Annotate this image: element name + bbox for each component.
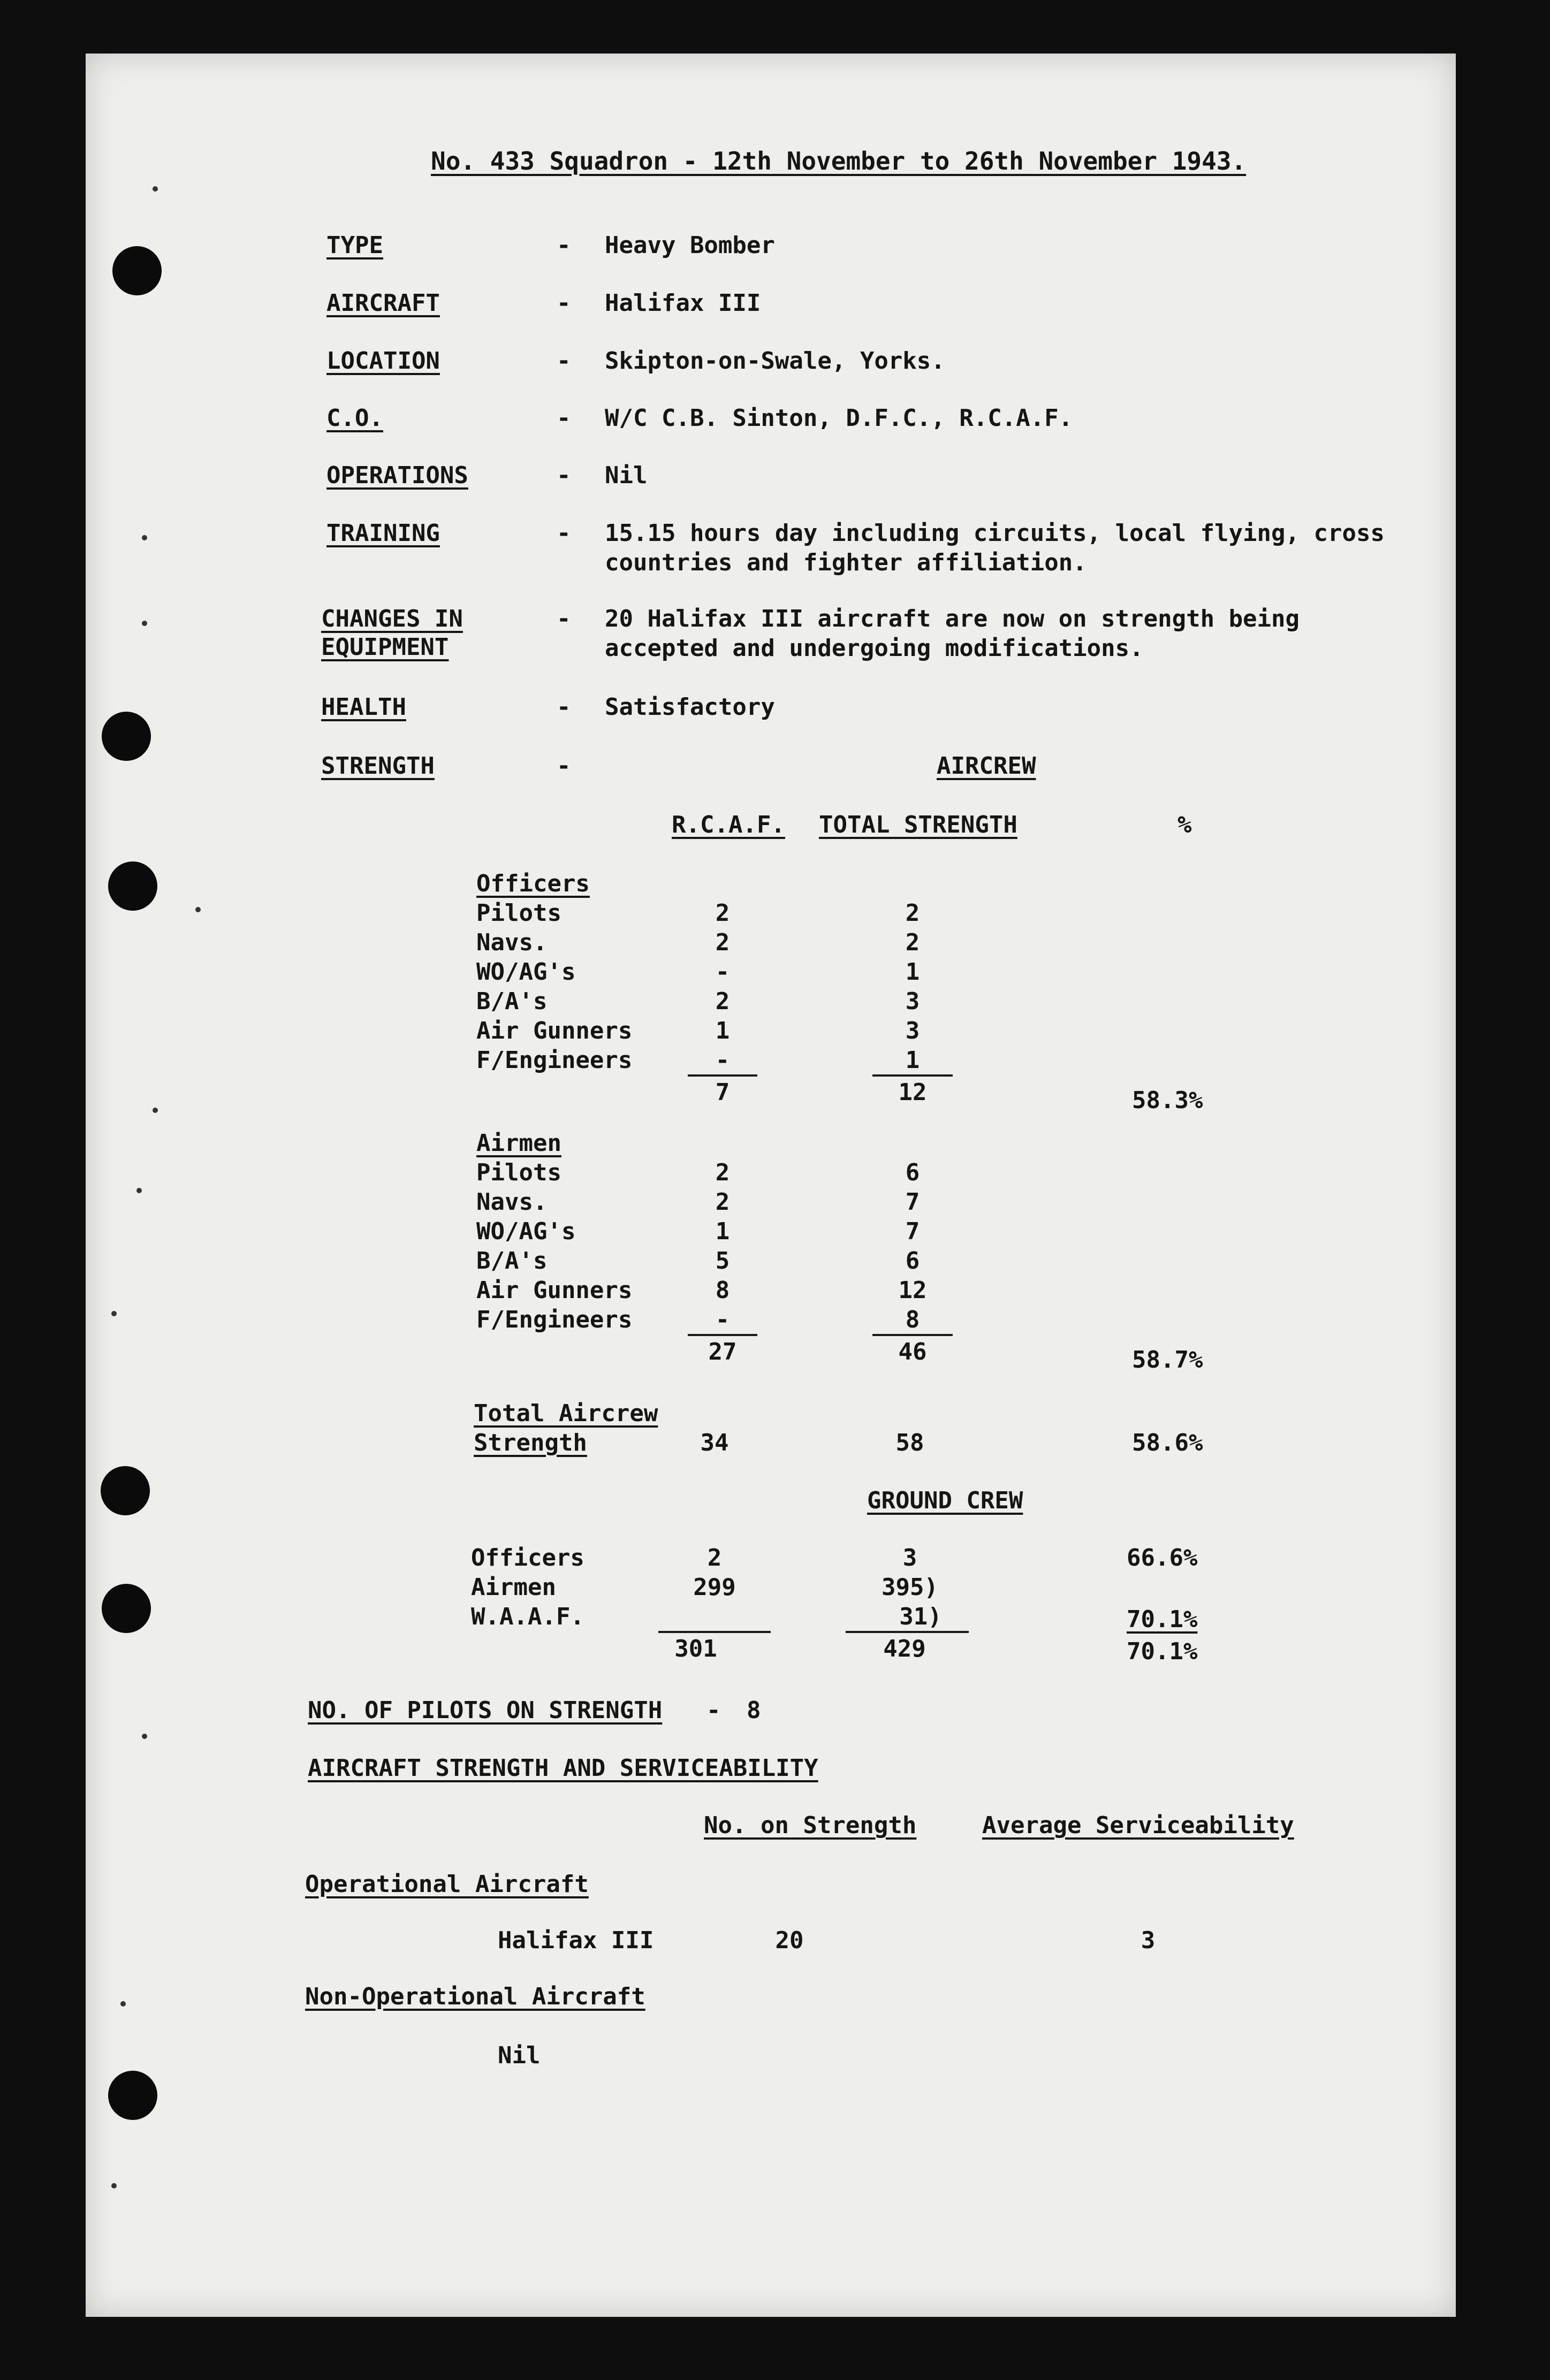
ground-row-pct: 66.6% bbox=[1127, 1544, 1198, 1572]
ground-row-total: 31) bbox=[899, 1603, 942, 1630]
field-label-strength: STRENGTH bbox=[321, 752, 435, 780]
col-rcaf-header: R.C.A.F. bbox=[672, 811, 785, 838]
airmen-heading: Airmen bbox=[476, 1130, 561, 1157]
officers-row-label: Air Gunners bbox=[476, 1017, 633, 1044]
punch-hole bbox=[102, 712, 151, 761]
field-value-operations: Nil bbox=[605, 462, 648, 489]
airmen-row-total: 6 bbox=[905, 1159, 920, 1186]
airmen-row-label: F/Engineers bbox=[476, 1306, 633, 1333]
speck bbox=[136, 1188, 142, 1193]
officers-row-rcaf: - bbox=[715, 958, 730, 986]
speck bbox=[142, 535, 147, 540]
field-label-co: C.O. bbox=[326, 405, 383, 432]
airmen-row-total: 6 bbox=[905, 1247, 920, 1275]
ground-row-total: 395) bbox=[882, 1574, 938, 1601]
field-label-location: LOCATION bbox=[326, 347, 440, 375]
officers-row-label: Pilots bbox=[476, 899, 561, 927]
airmen-row-label: Air Gunners bbox=[476, 1277, 633, 1304]
airmen-row-total: 12 bbox=[898, 1277, 927, 1304]
punch-hole bbox=[108, 861, 157, 911]
operational-row-type: Halifax III bbox=[498, 1927, 654, 1954]
col-strength-header: No. on Strength bbox=[704, 1812, 917, 1839]
total-aircrew-pct: 58.6% bbox=[1132, 1429, 1203, 1456]
field-dash: - bbox=[557, 605, 571, 632]
officers-pct: 58.3% bbox=[1132, 1087, 1203, 1114]
officers-heading: Officers bbox=[476, 870, 590, 897]
airmen-row-total: 7 bbox=[905, 1218, 920, 1245]
document-page bbox=[86, 54, 1456, 2317]
officers-row-label: B/A's bbox=[476, 988, 548, 1015]
officers-row-label: F/Engineers bbox=[476, 1047, 633, 1074]
field-label-operations: OPERATIONS bbox=[326, 462, 468, 489]
col-avg-header: Average Serviceability bbox=[982, 1812, 1294, 1839]
airmen-row-label: B/A's bbox=[476, 1247, 548, 1275]
non-operational-value: Nil bbox=[498, 2042, 541, 2069]
field-value-aircraft: Halifax III bbox=[605, 289, 761, 317]
field-label-aircraft: AIRCRAFT bbox=[326, 289, 440, 317]
pilots-on-strength-dash: - bbox=[706, 1697, 721, 1724]
operational-heading: Operational Aircraft bbox=[305, 1871, 589, 1898]
officers-row-total: 3 bbox=[905, 988, 920, 1015]
officers-row-rcaf: 2 bbox=[715, 929, 730, 956]
airmen-row-label: Navs. bbox=[476, 1188, 548, 1216]
airmen-row-label: Pilots bbox=[476, 1159, 561, 1186]
officers-row-total: 2 bbox=[905, 899, 920, 927]
speck bbox=[111, 2183, 117, 2188]
officers-row-total: 2 bbox=[905, 929, 920, 956]
airmen-sum-total: 46 bbox=[898, 1338, 927, 1366]
sum-rule bbox=[688, 1334, 757, 1336]
ground-sum-pct: 70.1% bbox=[1127, 1638, 1198, 1665]
speck bbox=[153, 1108, 158, 1113]
officers-sum-rcaf: 7 bbox=[715, 1079, 730, 1106]
sum-rule bbox=[872, 1334, 953, 1336]
airmen-row-rcaf: 8 bbox=[715, 1277, 730, 1304]
col-pct-header: % bbox=[1177, 811, 1192, 838]
document-title: No. 433 Squadron - 12th November to 26th November 1943. bbox=[431, 147, 1247, 176]
non-operational-heading: Non-Operational Aircraft bbox=[305, 1983, 645, 2010]
field-label-type: TYPE bbox=[326, 232, 383, 259]
field-value-type: Heavy Bomber bbox=[605, 232, 775, 259]
officers-row-total: 1 bbox=[905, 958, 920, 986]
officers-row-total: 1 bbox=[905, 1047, 920, 1074]
airmen-row-rcaf: 2 bbox=[715, 1188, 730, 1216]
officers-row-label: WO/AG's bbox=[476, 958, 576, 986]
airmen-row-rcaf: 1 bbox=[715, 1218, 730, 1245]
airmen-row-rcaf: 2 bbox=[715, 1159, 730, 1186]
officers-row-rcaf: 2 bbox=[715, 899, 730, 927]
col-total-header: TOTAL STRENGTH bbox=[819, 811, 1017, 838]
ground-row-label: W.A.A.F. bbox=[471, 1603, 584, 1630]
airmen-row-rcaf: 5 bbox=[715, 1247, 730, 1275]
airmen-row-label: WO/AG's bbox=[476, 1218, 576, 1245]
speck bbox=[142, 621, 147, 626]
field-label-training: TRAINING bbox=[326, 520, 440, 547]
ground-sum-rcaf: 301 bbox=[674, 1635, 717, 1662]
speck bbox=[195, 907, 201, 912]
punch-hole bbox=[102, 1584, 151, 1633]
field-dash: - bbox=[557, 752, 571, 780]
ground-row-total: 3 bbox=[902, 1544, 917, 1572]
field-value-training-line2: countries and fighter affiliation. bbox=[605, 549, 1087, 576]
field-dash: - bbox=[557, 289, 571, 317]
ground-crew-heading: GROUND CREW bbox=[867, 1487, 1023, 1514]
sum-rule bbox=[658, 1631, 771, 1633]
total-aircrew-label-line2: Strength bbox=[474, 1429, 587, 1456]
airmen-sum-rcaf: 27 bbox=[708, 1338, 737, 1366]
operational-row-strength: 20 bbox=[775, 1927, 804, 1954]
officers-sum-total: 12 bbox=[898, 1079, 927, 1106]
ground-row-rcaf: 2 bbox=[707, 1544, 722, 1572]
field-value-location: Skipton-on-Swale, Yorks. bbox=[605, 347, 945, 375]
punch-hole bbox=[101, 1466, 150, 1515]
punch-hole bbox=[112, 246, 162, 295]
ground-row-label: Airmen bbox=[471, 1574, 556, 1601]
airmen-pct: 58.7% bbox=[1132, 1346, 1203, 1374]
field-value-training-line1: 15.15 hours day including circuits, local flying, cross bbox=[605, 520, 1385, 547]
officers-row-rcaf: 2 bbox=[715, 988, 730, 1015]
serviceability-heading: AIRCRAFT STRENGTH AND SERVICEABILITY bbox=[308, 1755, 818, 1782]
pilots-on-strength-label: NO. OF PILOTS ON STRENGTH bbox=[308, 1697, 663, 1724]
field-dash: - bbox=[557, 520, 571, 547]
punch-hole bbox=[108, 2071, 157, 2120]
ground-row-rcaf: 299 bbox=[693, 1574, 736, 1601]
field-value-health: Satisfactory bbox=[605, 693, 775, 721]
ground-row-pct: 70.1% bbox=[1127, 1606, 1198, 1633]
airmen-row-total: 7 bbox=[905, 1188, 920, 1216]
officers-row-rcaf: - bbox=[715, 1047, 730, 1074]
field-value-changes-line2: accepted and undergoing modifications. bbox=[605, 635, 1144, 662]
field-dash: - bbox=[557, 693, 571, 721]
field-dash: - bbox=[557, 405, 571, 432]
field-dash: - bbox=[557, 232, 571, 259]
speck bbox=[111, 1311, 117, 1316]
airmen-row-total: 8 bbox=[905, 1306, 920, 1333]
ground-sum-total: 429 bbox=[883, 1635, 926, 1662]
field-value-changes-line1: 20 Halifax III aircraft are now on strength being bbox=[605, 605, 1300, 632]
field-dash: - bbox=[557, 462, 571, 489]
total-aircrew-total: 58 bbox=[895, 1429, 924, 1456]
field-dash: - bbox=[557, 347, 571, 375]
field-label-changes-line1: CHANGES IN bbox=[321, 605, 463, 632]
sum-rule bbox=[872, 1074, 953, 1077]
sum-rule bbox=[688, 1074, 757, 1077]
total-aircrew-rcaf: 34 bbox=[700, 1429, 729, 1456]
speck bbox=[142, 1734, 147, 1739]
operational-row-avg: 3 bbox=[1141, 1927, 1156, 1954]
officers-row-label: Navs. bbox=[476, 929, 548, 956]
field-label-changes-line2: EQUIPMENT bbox=[321, 634, 449, 661]
airmen-row-rcaf: - bbox=[715, 1306, 730, 1333]
aircrew-heading: AIRCREW bbox=[937, 752, 1036, 780]
sum-rule bbox=[846, 1631, 969, 1633]
officers-row-rcaf: 1 bbox=[715, 1017, 730, 1044]
speck bbox=[120, 2001, 126, 2007]
speck bbox=[153, 186, 158, 192]
field-value-co: W/C C.B. Sinton, D.F.C., R.C.A.F. bbox=[605, 405, 1073, 432]
field-label-health: HEALTH bbox=[321, 693, 406, 721]
officers-row-total: 3 bbox=[905, 1017, 920, 1044]
total-aircrew-label-line1: Total Aircrew bbox=[474, 1400, 658, 1427]
pilots-on-strength-value: 8 bbox=[747, 1697, 761, 1724]
ground-row-label: Officers bbox=[471, 1544, 584, 1572]
